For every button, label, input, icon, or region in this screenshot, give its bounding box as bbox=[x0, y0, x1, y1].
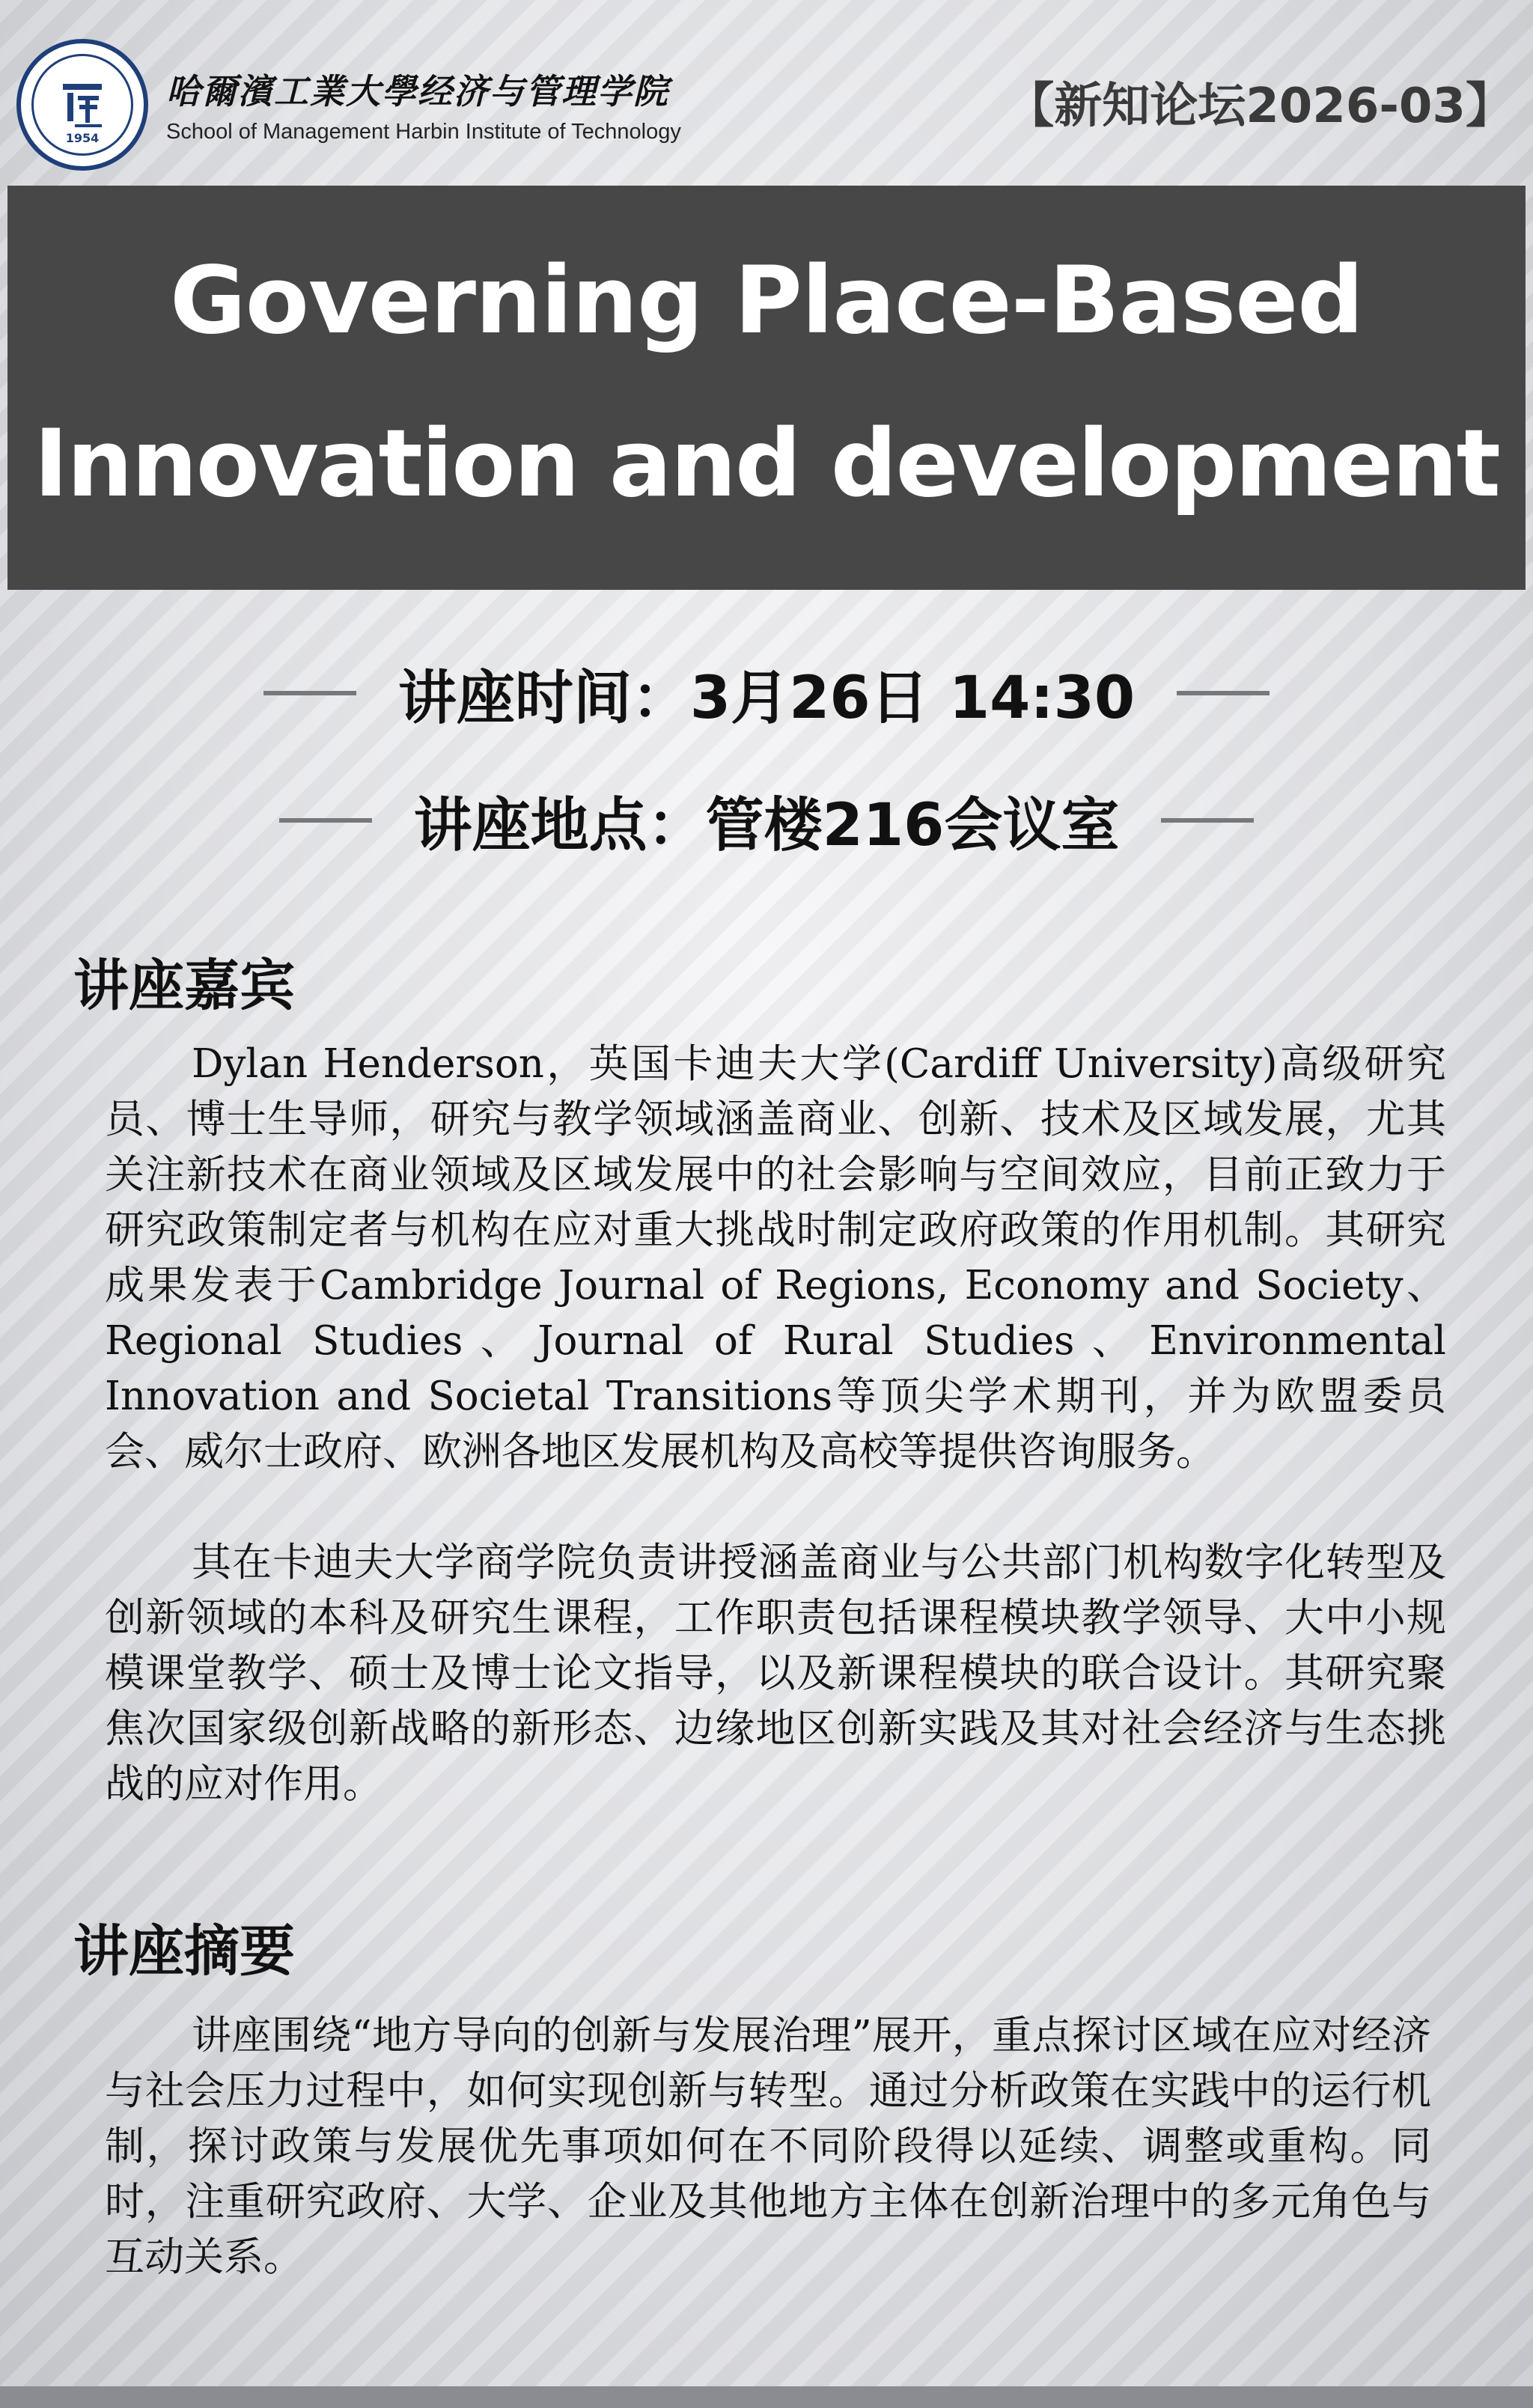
page-header bbox=[0, 0, 1533, 180]
lecture-venue: 讲座地点：管楼216会议室 bbox=[413, 792, 1120, 859]
lecture-title-line-2: Innovation and development bbox=[34, 410, 1499, 518]
speaker-bio-paragraph-1: Dylan Henderson，英国卡迪夫大学(Cardiff University)高级研究员、博士生导师，研究与教学领域涵盖商业、创新、技术及区域发展，尤其关注新技术在商业领域及区域发展中的社会影响与空间效应，目前正致力于研究政策制定者与机构在应对重大挑战时制定政府政策的作用机制。其研究成果发表于Cambridge Journal of Regions, Economy and Society、Regional Studies、Journal of Rural Studies、Environmental Innovation and Societal Transitions等顶尖学术期刊，并为欧盟委员会、威尔士政府、欧洲各地区发展机构及高校等提供咨询服务。 bbox=[105, 1041, 1446, 1475]
lecture-time: 讲座时间：3月26日 14:30 bbox=[397, 665, 1136, 732]
forum-series-tag: 【新知论坛2026-03】 bbox=[1006, 79, 1514, 134]
lecture-time-row bbox=[0, 651, 1533, 735]
left-dash-decoration bbox=[279, 818, 372, 823]
speaker-bio-paragraph-2: 其在卡迪夫大学商学院负责讲授涵盖商业与公共部门机构数字化转型及创新领域的本科及研究生课程，工作职责包括课程模块教学领导、大中小规模课堂教学、硕士及博士论文指导，以及新课程模块的联合设计。其研究聚焦次国家级创新战略的新形态、边缘地区创新实践及其对社会经济与生态挑战的应对作用。 bbox=[105, 1540, 1446, 1807]
right-dash-decoration bbox=[1177, 691, 1270, 695]
footer-bar bbox=[0, 2386, 1533, 2408]
abstract-section-heading: 讲座摘要 bbox=[73, 1919, 295, 1984]
seal-emblem-icon bbox=[52, 75, 112, 135]
school-name-chinese: 哈爾濱工業大學经济与管理学院 bbox=[166, 71, 669, 112]
seal-year: 1954 bbox=[65, 131, 100, 145]
speaker-section-heading: 讲座嘉宾 bbox=[73, 954, 295, 1018]
university-seal-logo bbox=[16, 39, 148, 171]
school-name-english: School of Management Harbin Institute of Technology bbox=[166, 120, 681, 144]
left-dash-decoration bbox=[263, 691, 356, 695]
lecture-venue-row bbox=[0, 778, 1533, 862]
right-dash-decoration bbox=[1161, 818, 1254, 823]
lecture-title-line-1: Governing Place-Based bbox=[169, 247, 1364, 355]
abstract-paragraph: 讲座围绕“地方导向的创新与发展治理”展开，重点探讨区域在应对经济与社会压力过程中，如何实现创新与转型。通过分析政策在实践中的运行机制，探讨政策与发展优先事项如何在不同阶段得以延续、调整或重构。同时，注重研究政府、大学、企业及其他地方主体在创新治理中的多元角色与互动关系。 bbox=[105, 2013, 1431, 2280]
title-banner bbox=[7, 186, 1526, 590]
